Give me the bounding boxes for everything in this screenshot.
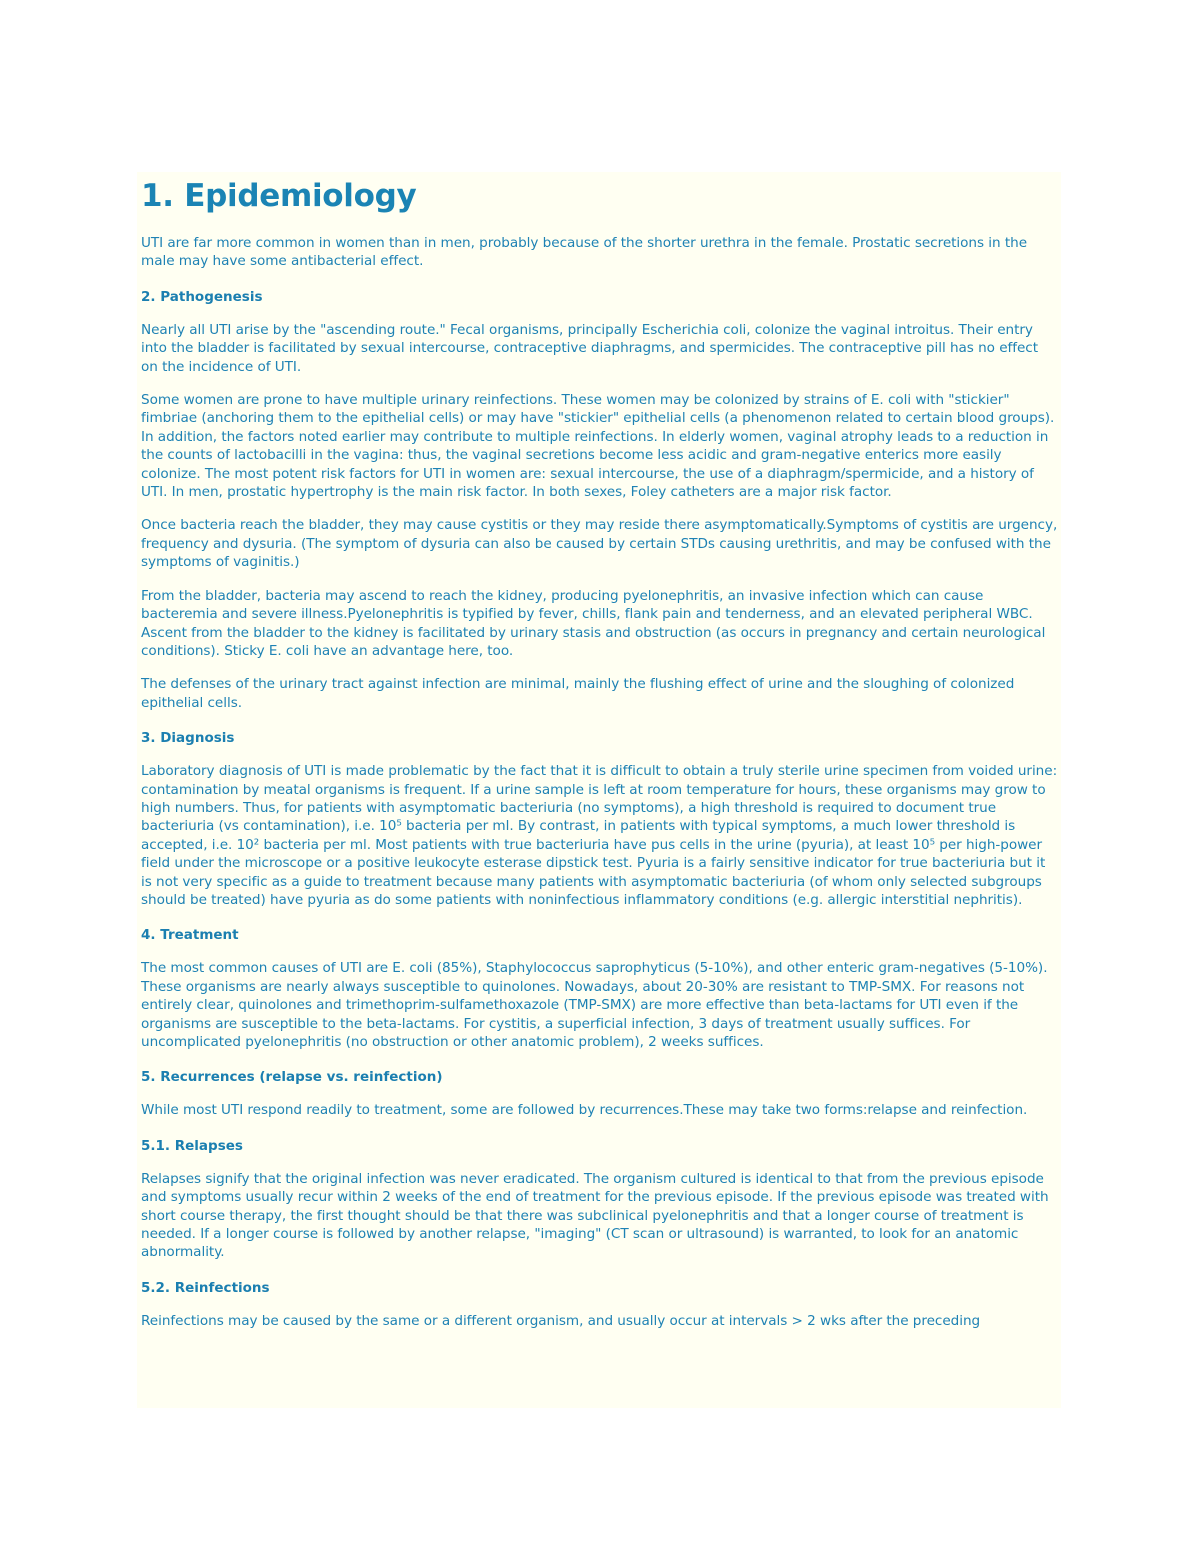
paragraph-epidemiology: UTI are far more common in women than in men, probably because of the shorter urethra in the female. Prostatic secretions in the male may have some antibacterial effect.	[141, 235, 1028, 270]
paragraph-relapses: Relapses signify that the original infection was never eradicated. The organism cultured is identical to that from the previous episode and symptoms usually recur within 2 weeks of the end of treatment for the previous episode. If the previous episode was treated with short course therapy, the first thought should be that there was subclinical pyelonephritis and that a longer course of treatment is needed. If a longer course is followed by another relapse, "imaging" (CT scan or ultrasound) is warranted, to look for an anatomic abnormality.	[141, 1170, 1049, 1261]
document-content	[141, 176, 1059, 1345]
paragraph-recurrences: While most UTI respond readily to treatment, some are followed by recurrences.These may take two forms:relapse and reinfection.	[141, 1102, 1028, 1119]
paragraph-treatment: The most common causes of UTI are E. coli (85%), Staphylococcus saprophyticus (5-10%), and other enteric gram-negatives (5-10%). These organisms are nearly always susceptible to quinolones. Nowadays, about 20-30% are resistant to TMP-SMX. For reasons not entirely clear, quinolones and trimethoprim-sulfamethoxazole (TMP-SMX) are more effective than beta-lactams for UTI even if the organisms are susceptible to the beta-lactams. For cystitis, a superficial infection, 3 days of treatment usually suffices. For uncomplicated pyelonephritis (no obstruction or other anatomic problem), 2 weeks suffices.	[141, 960, 1048, 1050]
paragraph-diagnosis: Laboratory diagnosis of UTI is made problematic by the fact that it is difficult to obtain a truly sterile urine specimen from voided urine: contamination by meatal organisms is frequent. If a urine sample is left at room temperature for hours, these organisms may grow to high numbers. Thus, for patients with asymptomatic bacteriuria (no symptoms), a high threshold is required to document true bacteriuria (vs contamination), i.e. 10⁵ bacteria per ml. By contrast, in patients with typical symptoms, a much lower threshold is accepted, i.e. 10² bacteria per ml. Most patients with true bacteriuria have pus cells in the urine (pyuria), at least 10⁵ per high-power field under the microscope or a positive leukocyte esterase dipstick test. Pyuria is a fairly sensitive indicator for true bacteriuria but it is not very specific as a guide to treatment because many patients with asymptomatic bacteriuria (of whom only selected subgroups should be treated) have pyuria as do some patients with noninfectious inflammatory conditions (e.g. allergic interstitial nephritis).	[141, 763, 1058, 908]
paragraph-pathogenesis-4: From the bladder, bacteria may ascend to reach the kidney, producing pyelonephritis, an invasive infection which can cause bacteremia and severe illness.Pyelonephritis is typified by fever, chills, flank pain and tenderness, and an elevated peripheral WBC. Ascent from the bladder to the kidney is facilitated by urinary stasis and obstruction (as occurs in pregnancy and certain neurological conditions). Sticky E. coli have an advantage here, too.	[141, 587, 1046, 659]
heading-pathogenesis: 2. Pathogenesis	[141, 288, 263, 305]
paragraph-reinfections: Reinfections may be caused by the same or a different organism, and usually occur at intervals > 2 wks after the preceding	[141, 1312, 981, 1329]
paragraph-pathogenesis-2: Some women are prone to have multiple urinary reinfections. These women may be colonized by strains of E. coli with "stickier" fimbriae (anchoring them to the epithelial cells) or may have "stickier" epithelial cells (a phenomenon related to certain blood groups). In addition, the factors noted earlier may contribute to multiple reinfections. In elderly women, vaginal atrophy leads to a reduction in the counts of lactobacilli in the vagina: thus, the vaginal secretions become less acidic and gram-negative enterics more easily colonize. The most potent risk factors for UTI in women are: sexual intercourse, the use of a diaphragm/spermicide, and a history of UTI. In men, prostatic hypertrophy is the main risk factor. In both sexes, Foley catheters are a major risk factor.	[141, 392, 1055, 501]
paragraph-pathogenesis-5: The defenses of the urinary tract against infection are minimal, mainly the flushing effect of urine and the sloughing of colonized epithelial cells.	[141, 676, 1015, 711]
heading-reinfections: 5.2. Reinfections	[141, 1279, 270, 1296]
paragraph-pathogenesis-3: Once bacteria reach the bladder, they may cause cystitis or they may reside there asymptomatically.Symptoms of cystitis are urgency, frequency and dysuria. (The symptom of dysuria can also be caused by certain STDs causing urethritis, and may be confused with the symptoms of vaginitis.)	[141, 517, 1058, 571]
page-title: 1. Epidemiology	[141, 178, 417, 214]
document-page	[137, 172, 1061, 1408]
heading-diagnosis: 3. Diagnosis	[141, 730, 235, 747]
heading-treatment: 4. Treatment	[141, 927, 239, 944]
heading-recurrences: 5. Recurrences (relapse vs. reinfection)	[141, 1069, 443, 1086]
paragraph-pathogenesis-1: Nearly all UTI arise by the "ascending route." Fecal organisms, principally Escherichia coli, colonize the vaginal introitus. Their entry into the bladder is facilitated by sexual intercourse, contraceptive diaphragms, and spermicides. The contraceptive pill has no effect on the incidence of UTI.	[141, 321, 1039, 375]
heading-relapses: 5.1. Relapses	[141, 1137, 243, 1154]
